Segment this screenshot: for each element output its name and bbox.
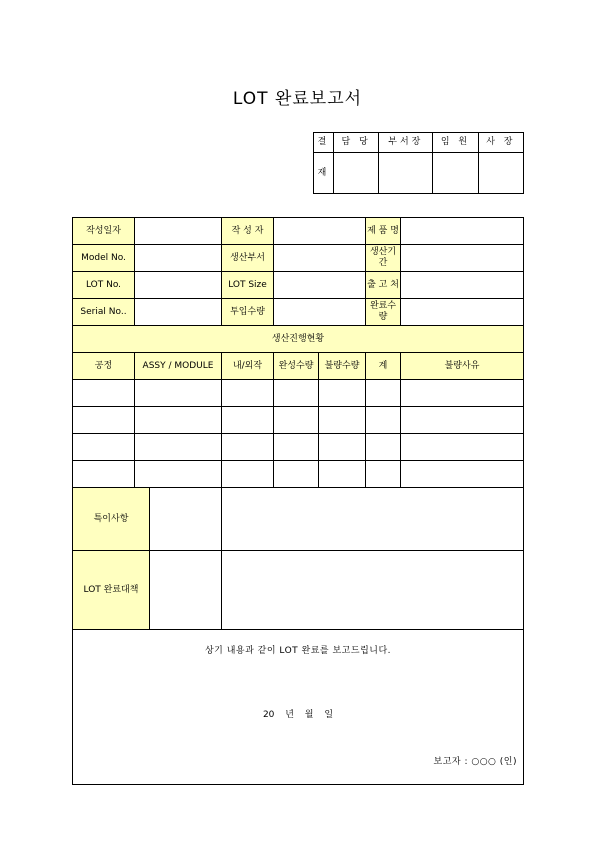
cell[interactable] [401, 380, 524, 407]
cell[interactable] [366, 380, 401, 407]
value-product-name[interactable] [401, 218, 524, 245]
approval-header-dept-head: 부서장 [379, 133, 433, 153]
production-status-title: 생산진행현황 [73, 326, 524, 353]
report-date: 20 년 월 일 [262, 710, 334, 720]
cell[interactable] [73, 461, 135, 488]
col-total: 계 [366, 353, 401, 380]
countermeasure-value[interactable] [222, 551, 524, 630]
approval-header-staff: 담 당 [334, 133, 379, 153]
cell[interactable] [73, 434, 135, 461]
value-completed-qty[interactable] [401, 299, 524, 326]
cell[interactable] [73, 380, 135, 407]
label-lot-no: LOT No. [73, 272, 135, 299]
document-title: LOT 완료보고서 [232, 89, 363, 109]
cell[interactable] [366, 461, 401, 488]
col-defect-qty: 불량수량 [319, 353, 366, 380]
label-lot-size: LOT Size [222, 272, 274, 299]
value-production-dept[interactable] [274, 245, 366, 272]
cell[interactable] [274, 434, 319, 461]
approval-sign-dept-head[interactable] [379, 153, 433, 194]
cell[interactable] [274, 407, 319, 434]
cell[interactable] [73, 407, 135, 434]
report-footer [73, 630, 524, 785]
value-model-no[interactable] [135, 245, 222, 272]
col-in-out: 내/외작 [222, 353, 274, 380]
value-input-qty[interactable] [274, 299, 366, 326]
approval-label-top: 결 [314, 133, 334, 153]
countermeasure-row [73, 551, 222, 630]
value-serial-no[interactable] [135, 299, 222, 326]
value-lot-no[interactable] [135, 272, 222, 299]
approval-label-bottom: 재 [314, 153, 334, 194]
table-row [73, 461, 524, 488]
label-ship-to: 출 고 처 [366, 272, 401, 299]
cell[interactable] [274, 461, 319, 488]
remarks-row [73, 488, 222, 551]
cell[interactable] [401, 461, 524, 488]
col-completed-qty: 완성수량 [274, 353, 319, 380]
label-date: 작성일자 [73, 218, 135, 245]
cell[interactable] [319, 461, 366, 488]
cell[interactable] [366, 434, 401, 461]
cell[interactable] [222, 461, 274, 488]
label-production-dept: 생산부서 [222, 245, 274, 272]
label-input-qty: 투입수량 [222, 299, 274, 326]
table-row [73, 407, 524, 434]
label-product-name: 제 품 명 [366, 218, 401, 245]
cell[interactable] [401, 407, 524, 434]
cell[interactable] [274, 380, 319, 407]
cell[interactable] [319, 380, 366, 407]
cell[interactable] [319, 407, 366, 434]
cell[interactable] [401, 434, 524, 461]
report-statement: 상기 내용과 같이 LOT 완료를 보고드립니다. [204, 646, 392, 656]
approval-sign-staff[interactable] [334, 153, 379, 194]
label-serial-no: Serial No.. [73, 299, 135, 326]
label-author: 작 성 자 [222, 218, 274, 245]
reporter-signature: 보고자 : ○○○ (인) [433, 757, 517, 767]
approval-header-executive: 임 원 [433, 133, 478, 153]
approval-sign-president[interactable] [478, 153, 523, 194]
approval-table [313, 132, 524, 194]
approval-sign-executive[interactable] [433, 153, 478, 194]
value-production-period[interactable] [401, 245, 524, 272]
cell[interactable] [135, 434, 222, 461]
label-model-no: Model No. [73, 245, 135, 272]
label-production-period: 생산기간 [366, 245, 401, 272]
cell[interactable] [222, 407, 274, 434]
value-lot-size[interactable] [274, 272, 366, 299]
countermeasure-value-left[interactable] [150, 551, 221, 629]
cell[interactable] [135, 461, 222, 488]
cell[interactable] [135, 407, 222, 434]
countermeasure-label: LOT 완료대책 [73, 551, 150, 629]
value-ship-to[interactable] [401, 272, 524, 299]
approval-header-president: 사 장 [478, 133, 523, 153]
cell[interactable] [366, 407, 401, 434]
remarks-value-left[interactable] [150, 488, 221, 550]
report-table [72, 217, 524, 785]
col-assy-module: ASSY / MODULE [135, 353, 222, 380]
cell[interactable] [135, 380, 222, 407]
cell[interactable] [222, 380, 274, 407]
remarks-label: 특이사항 [73, 488, 150, 550]
value-author[interactable] [274, 218, 366, 245]
table-row [73, 434, 524, 461]
table-row [73, 380, 524, 407]
remarks-value[interactable] [222, 488, 524, 551]
col-defect-reason: 불량사유 [401, 353, 524, 380]
label-completed-qty: 완료수량 [366, 299, 401, 326]
cell[interactable] [319, 434, 366, 461]
value-date[interactable] [135, 218, 222, 245]
col-process: 공정 [73, 353, 135, 380]
cell[interactable] [222, 434, 274, 461]
